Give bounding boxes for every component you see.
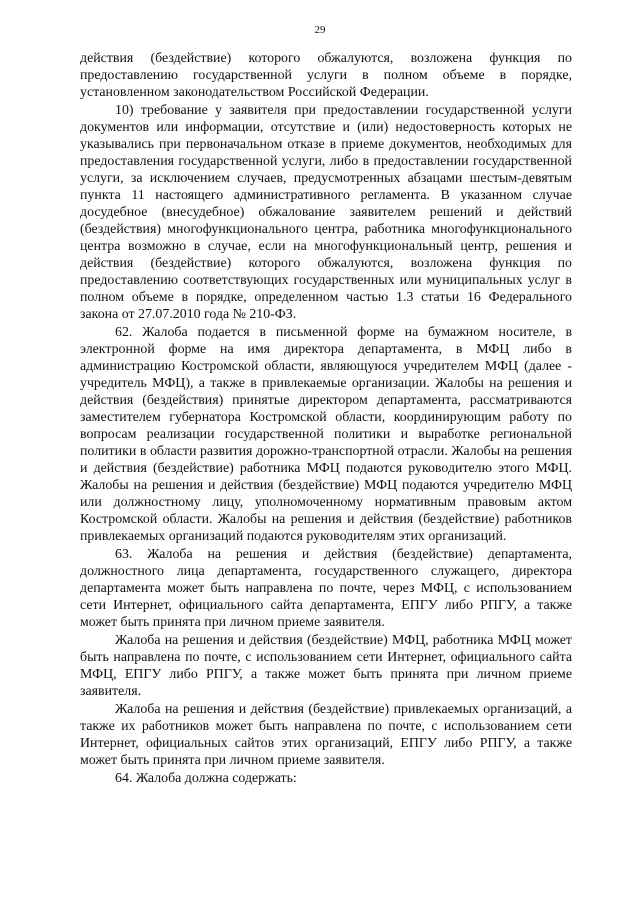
page-number: 29 <box>314 24 326 36</box>
paragraph-63-mfc: Жалоба на решения и действия (бездействие) МФЦ, работника МФЦ может быть направлена по почте, с использованием сети Интернет, официального сайта МФЦ, ЕПГУ либо РПГУ, а также может быть принята при личном приеме заявителя. <box>80 633 572 699</box>
paragraph-item-10: 10) требование у заявителя при предоставлении государственной услуги документов или информации, отсутствие и (или) недостоверность которых не указывались при первоначальном отказе в приеме документов, необходимых для предоставления государственной услуги, либо в предоставлении государственной услуги, за исключением случаев, предусмотренных абзацами шестым-девятым пункта 11 настоящего административного регламента. В указанном случае досудебное (внесудебное) обжалование заявителем решений и действий (бездействия) многофункционального центра, работника многофункционального центра возможно в случае, если на многофункциональный центр, решения и действия (бездействие) которого обжалуются, возложена функция по предоставлению соответствующих государственных или муниципальных услуг в полном объеме в порядке, определенном частью 1.3 статьи 16 Федерального закона от 27.07.2010 года № 210-ФЗ. <box>80 103 572 322</box>
paragraph-62: 62. Жалоба подается в письменной форме на бумажном носителе, в электронной форме на имя директора департамента, в МФЦ либо в администрацию Костромской области, являющуюся учредителем МФЦ (далее - учредитель МФЦ), а также в привлекаемые организации. Жалобы на решения и действия (бездействия) принятые директором департамента, рассматриваются заместителем губернатора Костромской области, координирующим работу по вопросам реализации государственной политики и выработке региональной политики в области развития дорожно-транспортной отрасли. Жалобы на решения и действия (бездействие) работника МФЦ подаются руководителю этого МФЦ. Жалобы на решения и действия (бездействие) МФЦ подаются учредителю МФЦ или должностному лицу, уполномоченному нормативным правовым актом Костромской области. Жалобы на решения и действия (бездействие) работников привлекаемых организаций подаются руководителям этих организаций. <box>80 325 572 544</box>
document-body <box>80 50 572 787</box>
paragraph-continuation: действия (бездействие) которого обжалуются, возложена функция по предоставлению государственной услуги в полном объеме в порядке, установленном законодательством Российской Федерации. <box>80 51 572 100</box>
paragraph-63-organizations: Жалоба на решения и действия (бездействие) привлекаемых организаций, а также их работников может быть направлена по почте, с использованием сети Интернет, официальных сайтов этих организаций, ЕПГУ либо РПГУ, а также может быть принята при личном приеме заявителя. <box>80 702 572 768</box>
paragraph-63: 63. Жалоба на решения и действия (бездействие) департамента, должностного лица департамента, государственного служащего, директора департамента может быть направлена по почте, через МФЦ, с использованием сети Интернет, официального сайта департамента, ЕПГУ либо РПГУ, а также может быть принята при личном приеме заявителя. <box>80 547 572 630</box>
paragraph-64: 64. Жалоба должна содержать: <box>115 771 297 786</box>
